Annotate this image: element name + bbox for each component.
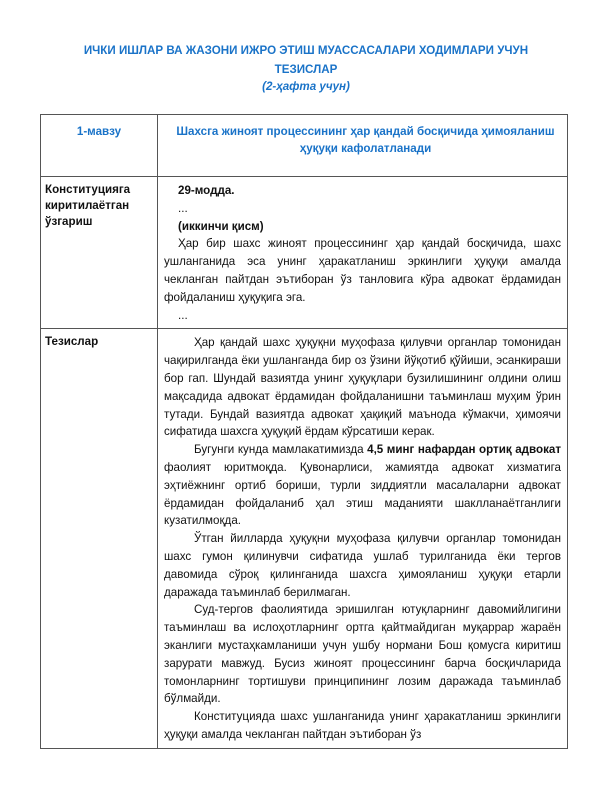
table-row xyxy=(41,329,568,748)
row-label-theses: Тезислар xyxy=(41,329,158,748)
document-subtitle: (2-ҳафта учун) xyxy=(262,80,350,93)
title-line-1: ИЧКИ ИШЛАР ВА ЖАЗОНИ ИЖРО ЭТИШ МУАССАСАЛАРИ ХОДИМЛАРИ УЧУН xyxy=(83,44,529,57)
ellipsis: ... xyxy=(178,201,188,215)
article-text: Ҳар бир шахс жиноят процессининг ҳар қандай босқичида, шахс ушланганида эса унинг ҳаракатланиш эркинлиги ҳуқуқи амалда чекланган пайтдан эътиборан ўз танловига кўра адвокат ёрдамидан фойдаланиш ҳуқуқига эга. xyxy=(164,237,561,304)
topic-label: 1-мавзу xyxy=(41,115,158,177)
thesis-paragraph: Бугунги кунда мамлакатимизда 4,5 минг нафардан ортиқ адвокат фаолият юритмоқда. Қувонарлиси, жамиятда адвокат хизматига эҳтиёжнинг ортиб бориши, турли зиддиятли масалаларни адвокат ёрдамидан фойдаланиб ҳал этиш маданияти шаклланаётганлиги кузатилмоқда. xyxy=(164,443,561,528)
title-line-2: ТЕЗИСЛАР xyxy=(274,63,338,76)
theses-table xyxy=(40,114,568,749)
thesis-paragraph: Ҳар қандай шахс ҳуқуқни муҳофаза қилувчи органлар томонидан чақирилганда ёки ушланганда бир оз ўзини йўқотиб қўйиши, эсанкираши бор гап. Шундай вазиятда унинг ҳуқуқлари бузилишининг олдини олиш мақсадида адвокат ёрдамидан фойдаланишни таъминлаш муҳим ўрин тутади. Бундай вазиятда адвокат ҳақиқий маънода кўмакчи, ҳимоячи сифатида шахсга ҳуқуқий ёрдам кўрсатиши керак. xyxy=(164,336,561,439)
row-label-amendment: Конституцияга киритилаётган ўзгариш xyxy=(41,177,158,329)
article-number: 29-модда. xyxy=(178,184,235,197)
highlight-text: 4,5 минг нафардан ортиқ адвокат xyxy=(367,443,561,457)
document-title xyxy=(40,41,572,79)
table-row xyxy=(41,177,568,329)
thesis-paragraph: Суд-тергов фаолиятида эришилган ютуқларнинг давомийлигини таъминлаш ва ислоҳотларнинг ортга қайтмайдиган муқаррар жараён эканлиги мустаҳкамланиши учун ушбу нормани Бош қомусга киритиш зарурати мавжуд. Бусиз жиноят процессининг барча босқичларида томонларнинг тортишуви принципининг лозим даражада таъминлаб бўлмайди. xyxy=(164,603,561,706)
table-header-row xyxy=(41,115,568,177)
topic-title: Шахсга жиноят процессининг ҳар қандай босқичида ҳимояланиш ҳуқуқи кафолатланади xyxy=(158,115,568,177)
amendment-cell xyxy=(158,177,568,329)
article-part: (иккинчи қисм) xyxy=(178,219,264,233)
ellipsis: ... xyxy=(178,308,188,322)
thesis-paragraph: Ўтган йилларда ҳуқуқни муҳофаза қилувчи органлар томонидан шахс гумон қилинувчи сифатида ушлаб турилганида ёки тергов давомида сўроқ қилинганида шахсга ҳимояланиш ҳуқуқи етарли даражада таъминлаб берилмаган. xyxy=(164,532,561,599)
theses-cell xyxy=(158,329,568,748)
thesis-paragraph: Конституцияда шахс ушланганида унинг ҳаракатланиш эркинлиги ҳуқуқи амалда чекланган пайтдан эътиборан ўз xyxy=(164,710,561,741)
